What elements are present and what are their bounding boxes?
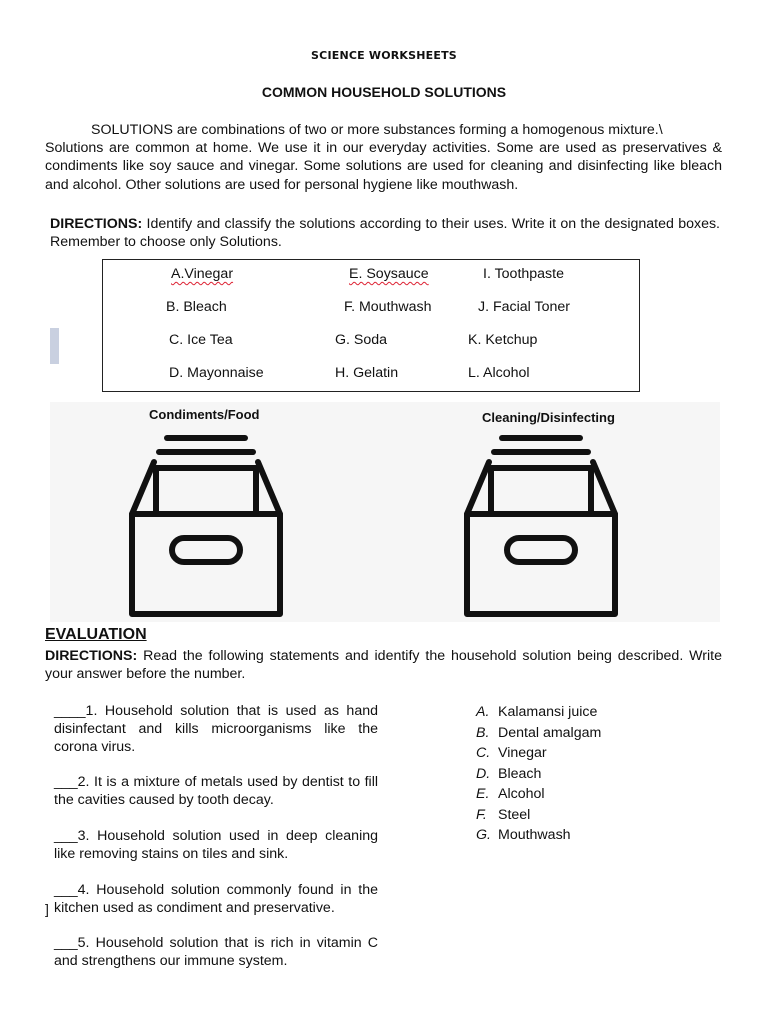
intro-body: Solutions are common at home. We use it in our everyday activities. Some are used as preservatives & condiments like soy sauce and vinegar. Some solutions are used for cleaning and disinfecting like bleach and alcohol. Other solutions are used for personal hygiene like mouthwash. [45, 140, 722, 193]
box-label-condiments: Condiments/Food [149, 407, 260, 422]
directions-label: DIRECTIONS: [50, 216, 143, 232]
option-letter: G. [476, 827, 491, 843]
answer-options [476, 702, 601, 846]
intro-paragraph [45, 121, 722, 194]
option-text: Steel [498, 806, 531, 823]
question-item: ___5. Household solution that is rich in vitamin C and strengthens our immune system. [54, 935, 378, 970]
directions-text: Read the following statements and identify the household solution being described. Write your answer before the number. [45, 648, 722, 682]
choice-item: J. Facial Toner [478, 299, 570, 315]
option-text: Kalamansi juice [498, 704, 598, 720]
option-text: Dental amalgam [498, 724, 602, 741]
choice-item: A.Vinegar [171, 266, 234, 282]
question-item: ___4. Household solution commonly found in the kitchen used as condiment and preservative. [54, 882, 378, 917]
directions-text: Identify and classify the solutions according to their uses. Write it on the designated boxes. Remember to choose only Solutions. [50, 216, 720, 250]
margin-marker [50, 328, 59, 364]
option-text: Mouthwash [498, 827, 571, 843]
option-item [476, 805, 601, 826]
option-text: Bleach [498, 765, 542, 782]
box-label-cleaning: Cleaning/Disinfecting [482, 410, 615, 425]
option-letter: C. [476, 745, 491, 761]
question-item: ____1. Household solution that is used as hand disinfectant and kills microorganisms like the corona virus. [54, 703, 378, 756]
option-item [476, 825, 601, 846]
option-letter: E. [476, 786, 490, 802]
directions-classify [50, 215, 720, 251]
choice-item [349, 266, 429, 282]
option-letter: B. [476, 724, 490, 741]
choice-item: F. Mouthwash [344, 299, 432, 315]
stray-mark: ] [45, 901, 49, 917]
evaluation-title: EVALUATION [45, 626, 147, 643]
directions-label: DIRECTIONS: [45, 648, 138, 664]
page-title: COMMON HOUSEHOLD SOLUTIONS [261, 84, 507, 100]
option-letter: F. [476, 806, 487, 823]
option-letter: A. [476, 704, 490, 720]
directions-evaluation [45, 647, 722, 683]
question-item: ___2. It is a mixture of metals used by dentist to fill the cavities caused by tooth decay. [54, 774, 378, 809]
option-item [476, 702, 601, 723]
choice-item: D. Mayonnaise [169, 365, 264, 381]
choice-item: G. Soda [335, 332, 388, 348]
choice-item: L. Alcohol [468, 365, 530, 381]
choice-item: B. Bleach [166, 299, 227, 315]
choice-item: C. Ice Tea [169, 332, 233, 348]
question-item: ___3. Household solution used in deep cleaning like removing stains on tiles and sink. [54, 828, 378, 863]
intro-first-line: SOLUTIONS are combinations of two or more substances forming a homogenous mixture.\ [91, 122, 663, 138]
option-text: Alcohol [498, 786, 545, 802]
option-item [476, 784, 601, 805]
choice-item: I. Toothpaste [483, 266, 564, 282]
box-icon [125, 430, 295, 620]
option-item [476, 723, 601, 744]
choice-item: K. Ketchup [468, 332, 538, 348]
option-item [476, 764, 601, 785]
option-text: Vinegar [498, 745, 547, 761]
worksheet-header: SCIENCE WORKSHEETS [311, 49, 457, 62]
box-icon [460, 430, 630, 620]
choice-item-text: E. Soysauce [349, 266, 429, 282]
option-item [476, 743, 601, 764]
choices-box [102, 259, 640, 392]
option-letter: D. [476, 765, 491, 782]
choice-item: H. Gelatin [335, 365, 399, 381]
